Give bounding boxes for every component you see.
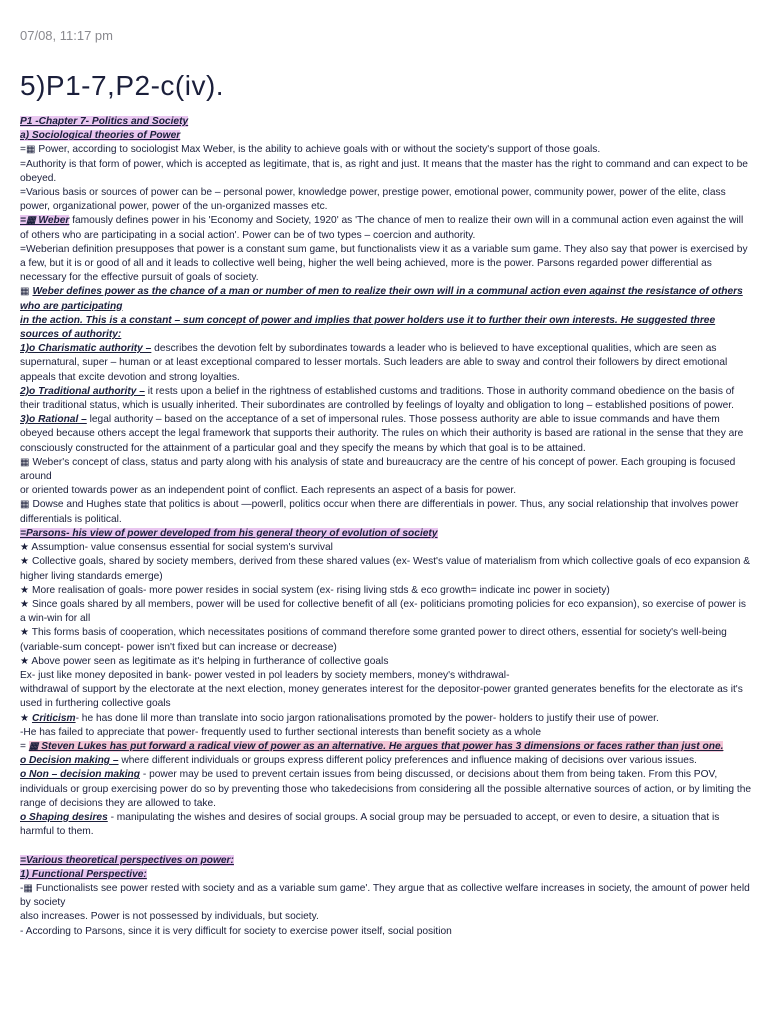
paragraph: - According to Parsons, since it is very difficult for society to exercise power itself, social position xyxy=(20,925,452,937)
paragraph: ▦ Weber's concept of class, status and party along with his analysis of state and bureaucracy are the centre of his concept of power. Each grouping is focused around xyxy=(20,456,736,483)
list-item: o Non – decision making - power may be used to prevent certain issues from being discussed, or decisions about them from being taken. From this POV, individuals or group exercising power do so by preventing those who takedecisions from considering all the possible alternative sources of action, or by limiting the range of decisions they are allowed to take. xyxy=(20,769,752,809)
list-item: 2)o Traditional authority – it rests upon a belief in the rightness of established customs and traditions. Those in authority command obedience on the basis of xyxy=(20,385,735,397)
list-item: 3)o Rational – legal authority – based on the acceptance of a set of impersonal rules. Those possess authority are able to issue commands and have them xyxy=(20,414,720,426)
section-heading: 1) Functional Perspective: xyxy=(20,868,147,880)
list-item: 1)o Charismatic authority – describes the devotion felt by subordinates towards a leader who is believed to have exceptional qualities, which are seen as supernatural, super – human or at least exceptional compared to lesser mortals. Such leaders are able to sway and control their followers by direct emotional appeals that excite devotion and strong loyalties. xyxy=(20,343,728,383)
list-item: ★ Criticism- he has done lil more than translate into socio jargon rationalisations promoted by the power- holders to justify their use of power. xyxy=(20,712,659,724)
emphasis-paragraph: = ▦ Steven Lukes has put forward a radical view of power as an alternative. He argues that power has 3 dimensions or faces rather than just one. xyxy=(20,740,724,752)
paragraph: -▦ Functionalists see power rested with society and as a variable sum game'. They argue that as collective welfare increases in society, the amount of power held by society xyxy=(20,882,750,909)
paragraph: or oriented towards power as an independent point of conflict. Each represents an aspect of a basis for power. xyxy=(20,485,517,497)
chapter-heading: P1 -Chapter 7- Politics and Society xyxy=(20,116,189,127)
list-item: ★ Assumption- value consensus essential for social system's survival xyxy=(20,542,333,554)
note-title: 5)P1-7,P2-c(iv). xyxy=(20,70,225,101)
paragraph: obeyed because others accept the legal framework that supports their authority. The rules on which their authority is based are rational in the sense that they are consciously constructed for the attainment of a particular goal and they specify the means by which that goal is to be attained. xyxy=(20,428,744,454)
paragraph: also increases. Power is not possessed by individuals, but society. xyxy=(20,911,319,923)
paragraph: Ex- just like money deposited in bank- power vested in pol leaders by society members, money's withdrawal- xyxy=(20,669,510,681)
paragraph: ▦ Dowse and Hughes state that politics is about ―power‖, politics occur when there are differentials in power. Thus, any social relationship that involves power differentials is political. xyxy=(20,499,739,525)
paragraph: -He has failed to appreciate that power- frequently used to further sectional interests than benefit society as a whole xyxy=(20,726,541,738)
section-heading: =Parsons- his view of power developed from his general theory of evolution of society xyxy=(20,527,438,539)
list-item: ★ Since goals shared by all members, power will be used for collective benefit of all (ex- politicians promoting policies for eco expansion), so exercise of power is a win-win for all xyxy=(20,598,746,625)
list-item: ★ More realisation of goals- more power resides in social system (ex- rising living stds & eco growth= indicate inc power in society) xyxy=(20,584,610,596)
list-item: o Shaping desires - manipulating the wishes and desires of social groups. A social group may be persuaded to accept, or even to desire, a situation that is harmful to them. xyxy=(20,811,720,838)
paragraph: =▦ Weber famously defines power in his 'Economy and Society, 1920' as 'The chance of men to realize their own will in a communal action even against the will of others who are participating in a social action'. Power can be of two types – coercion and authority. xyxy=(20,215,744,241)
list-item: o Decision making – where different individuals or groups express different policy preferences and influence making of decisions over various issues. xyxy=(20,755,697,767)
list-item: ★ Collective goals, shared by society members, derived from these shared values (ex- West's value of materialism from which collective goals of eco expansion & higher living standards emerge) xyxy=(20,556,750,582)
paragraph: =▦ Power, according to sociologist Max Weber, is the ability to achieve goals with or without the society's support of those goals. xyxy=(20,144,601,156)
section-heading: =Various theoretical perspectives on power: xyxy=(20,854,234,866)
paragraph: =Weberian definition presupposes that power is a constant sum game, but functionalists view it as a variable sum game. They also say that power is exercised by a few, but it is or good of all and it leads to collective well being, higher the well being achieved, more is the power. Parsons regarded power differential as necessary for the effective pursuit of goals of society. xyxy=(20,243,748,284)
list-item: ★ Above power seen as legitimate as it's helping in furtherance of collective goals xyxy=(20,655,389,667)
emphasis-paragraph: ▦ Weber defines power as the chance of a man or number of men to realize their own will in a communal action even against the resistance of others who are participating in the action. This is a constant – sum concept of power and implies that power holders use it to further their own interests. He suggested three sources of authority: xyxy=(20,286,743,341)
section-heading: a) Sociological theories of Power xyxy=(20,130,181,142)
paragraph: =Authority is that form of power, which is accepted as legitimate, that is, as right and just. It means that the master has the right to command and can expect to be obeyed. xyxy=(20,158,748,184)
paragraph: withdrawal of support by the electorate at the next election, money generates interest for the depositor-power granted generates benefits for the electorate as it's used in furthering collective goals xyxy=(20,684,743,710)
paragraph: their traditional status, which is usually inherited. Their subordinates are controlled by feelings of loyalty and obligation to long – established positions of power. xyxy=(20,400,734,412)
list-item: ★ This forms basis of cooperation, which necessitates positions of command therefore some granted power to direct others, essential for society's well-being xyxy=(20,627,727,639)
paragraph: (variable-sum concept- power isn't fixed but can increase or decrease) xyxy=(20,641,337,653)
note-timestamp: 07/08, 11:17 pm xyxy=(20,28,113,43)
blank-line xyxy=(20,839,752,853)
paragraph: =Various basis or sources of power can be – personal power, knowledge power, prestige power, emotional power, community power, power of the elite, class power, organizational power, power of the un-organized masses etc. xyxy=(20,187,726,213)
note-body[interactable] xyxy=(20,115,752,939)
